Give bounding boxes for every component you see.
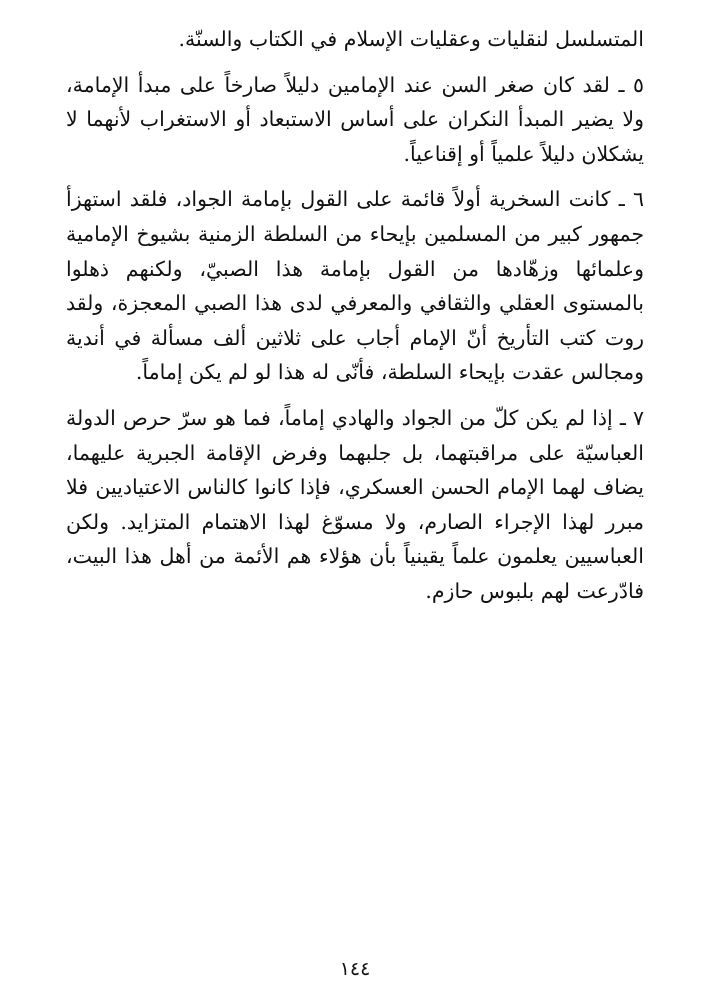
page-number: ١٤٤ xyxy=(339,958,371,980)
paragraph-point-7: ٧ ـ إذا لم يكن كلّ من الجواد والهادي إماماً، فما هو سرّ حرص الدولة العباسيّة على مراقبتهما، بل جلبهما وفرض الإقامة الجبرية عليهما، يضاف لهما الإمام الحسن العسكري، فإذا كانوا كالناس الاعتياديين فلا مبرر لهذا الإجراء الصارم، ولا مسوّغ لهذا الاهتمام المتزايد. ولكن العباسيين يعلمون علماً يقينياً بأن هؤلاء هم الأئمة من أهل هذا البيت، فادّرعت لهم بلبوس حازم. xyxy=(66,405,644,603)
page-body xyxy=(66,22,644,620)
paragraph-point-5: ٥ ـ لقد كان صغر السن عند الإمامين دليلاً صارخاً على مبدأ الإمامة، ولا يضير المبدأ النكران على أساس الاستبعاد أو الاستغراب لأنهما لا يشكلان دليلاً علمياً أو إقناعياً. xyxy=(66,72,644,166)
paragraph-point-6: ٦ ـ كانت السخرية أولاً قائمة على القول بإمامة الجواد، فلقد استهزأ جمهور كبير من المسلمين بإيحاء من السلطة الزمنية بشيوخ الإمامية وعلمائها وزهّادها من القول بإمامة هذا الصبيّ، ولكنهم ذهلوا بالمستوى العقلي والثقافي والمعرفي لدى هذا الصبي المعجزة، ولقد روت كتب التأريخ أنّ الإمام أجاب على ثلاثين ألف مسألة في أندية ومجالس عقدت بإيحاء السلطة، فأنّى له هذا لو لم يكن إماماً. xyxy=(66,187,644,385)
paragraph-continuation: المتسلسل لنقليات وعقليات الإسلام في الكتاب والسنّة. xyxy=(178,27,644,51)
